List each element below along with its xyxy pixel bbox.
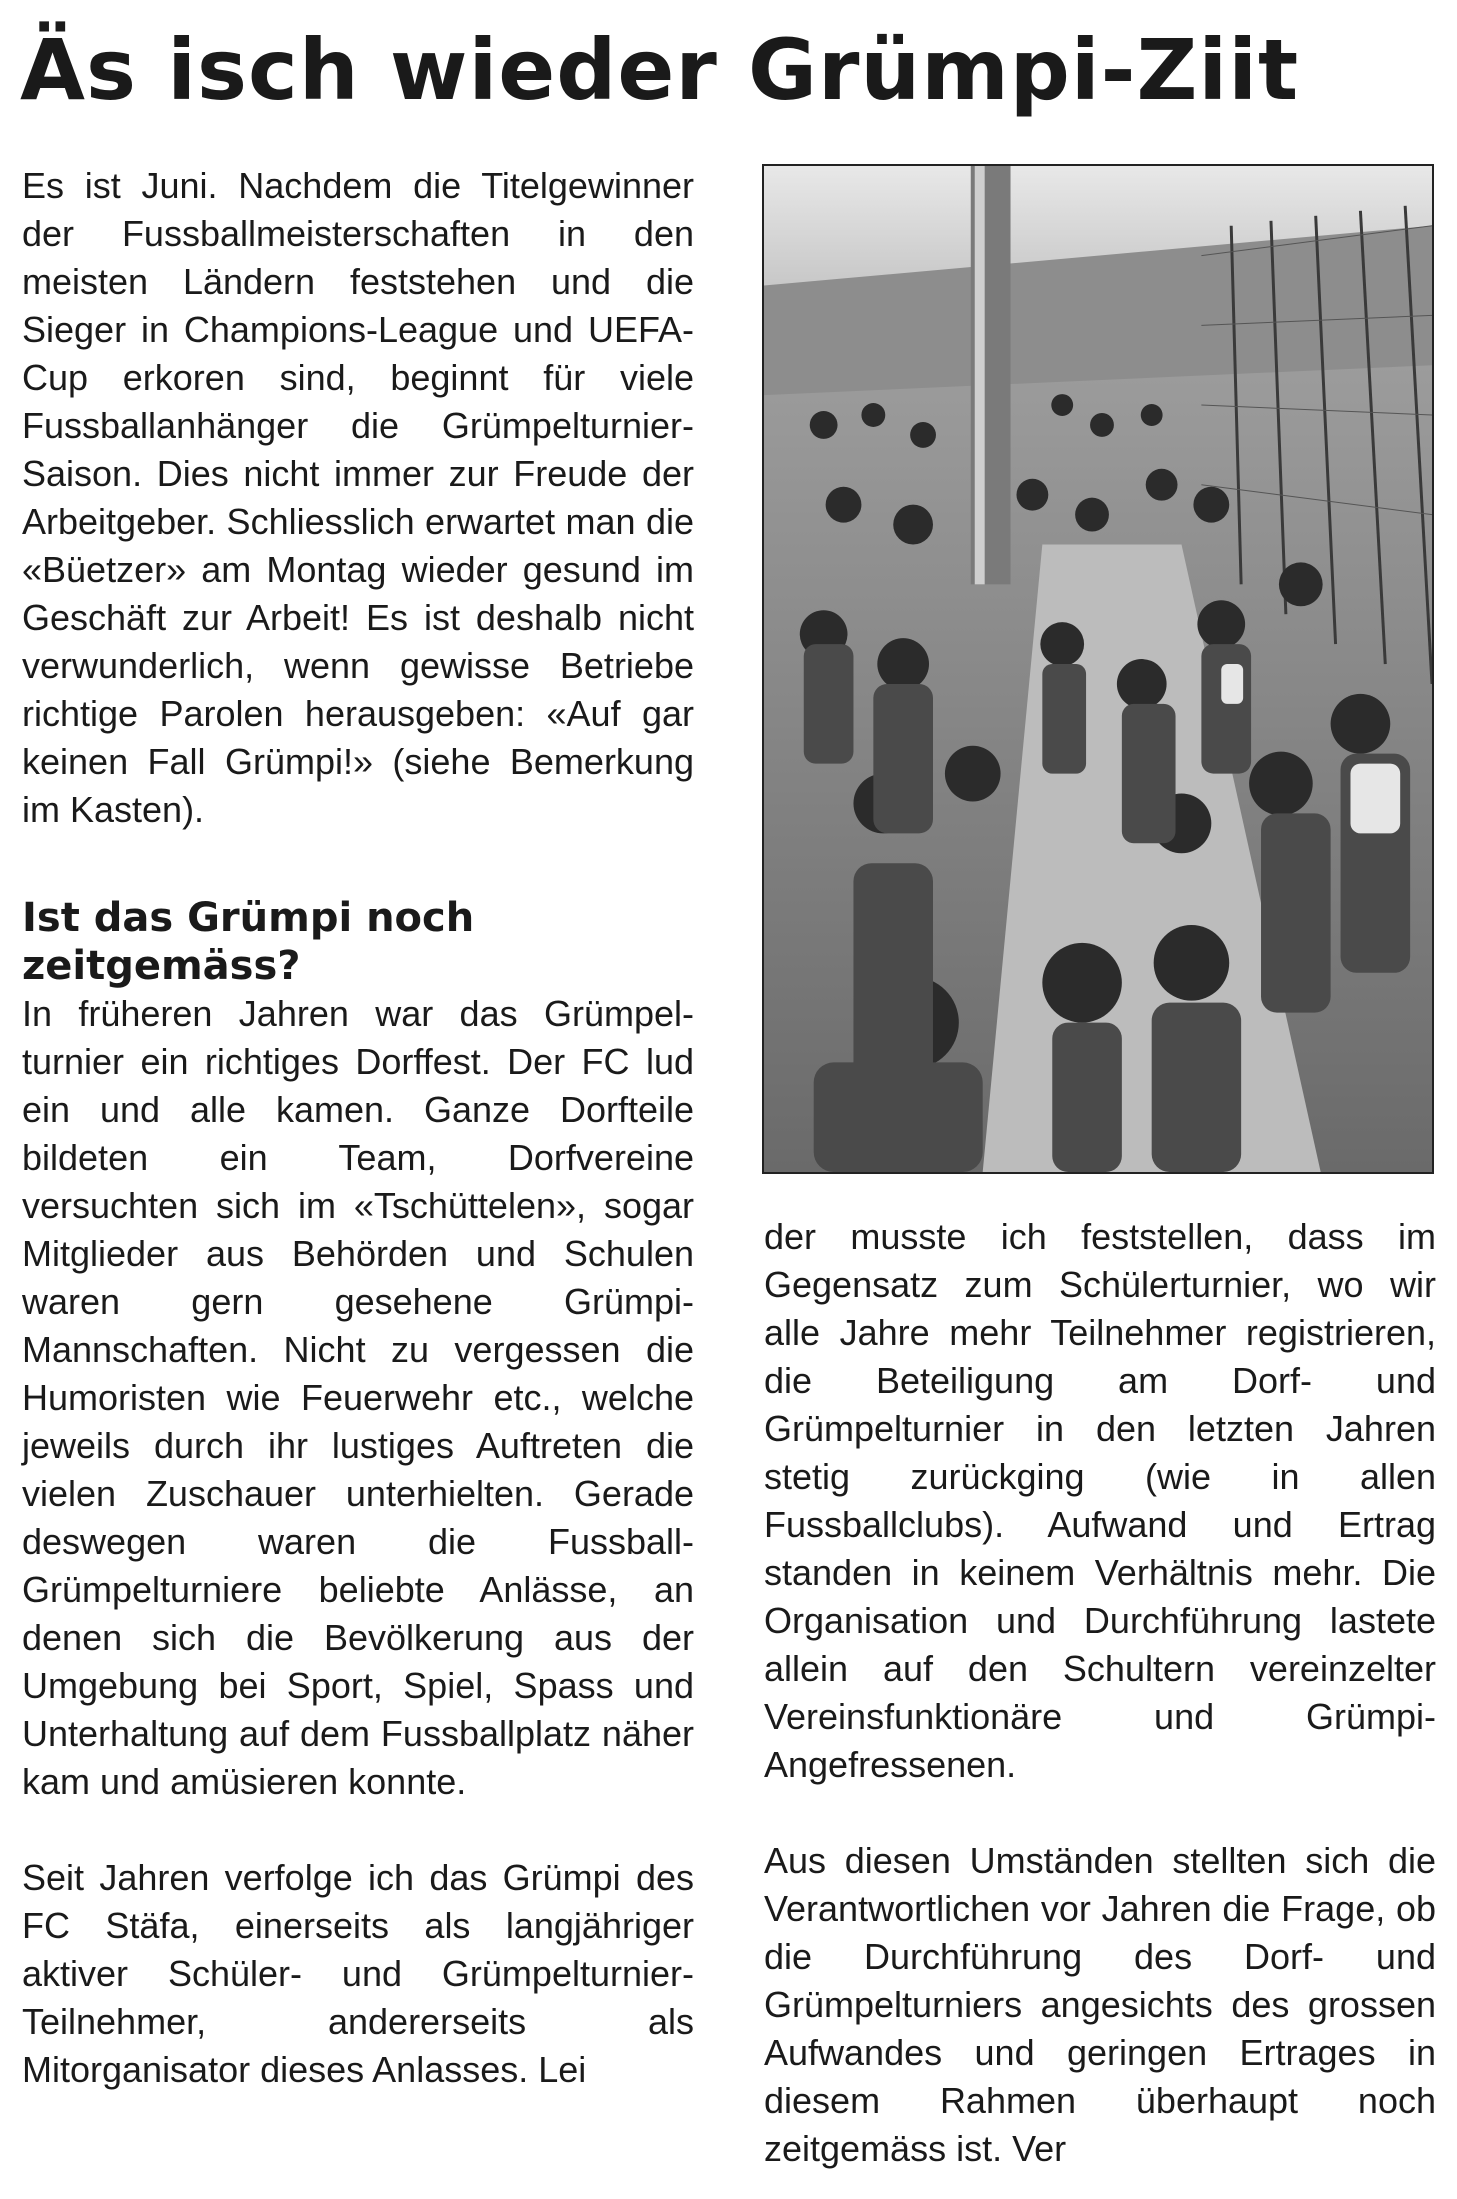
paragraph-question: Aus diesen Umständen stellten sich die Verantwortlichen vor Jahren die Frage, ob die Durchführung des Dorf- und Grümpelturniers angesichts des grossen Aufwandes und geringen Ertrages in diesem Rahmen überhaupt noch zeitgemäss ist. Ver	[764, 1840, 1436, 2169]
subheading: Ist das Grümpi noch zeitgemäss?	[22, 895, 475, 989]
crowd-photo	[762, 164, 1434, 1174]
left-column	[22, 162, 694, 2094]
intro-paragraph: Es ist Juni. Nachdem die Titelgewinner der Fussballmeisterschaften in den meisten Ländern feststehen und die Sieger in Champions-League und UEFA-Cup erkoren sind, beginnt für viele Fussballanhänger die Grümpelturnier-Saison. Dies nicht immer zur Freude der Arbeitgeber. Schliesslich erwartet man die «Büetzer» am Montag wieder gesund im Geschäft zur Arbeit! Es ist deshalb nicht verwunderlich, wenn gewisse Betriebe richtige Parolen herausgeben: «Auf gar keinen Fall Grümpi!» (siehe Bemerkung im Kasten).	[22, 165, 694, 830]
paragraph-experience: Seit Jahren verfolge ich das Grümpi des FC Stäfa, einerseits als langjähriger aktiver Schüler- und Grümpelturnier-Teilnehmer, andererseits als Mitorganisator dieses Anlasses. Lei	[22, 1857, 694, 2090]
paragraph-decline: der musste ich feststellen, dass im Gegensatz zum Schülerturnier, wo wir alle Jahre mehr Teilnehmer registrieren, die Beteiligung am Dorf- und Grümpelturnier in den letzten Jahren stetig zurückging (wie in allen Fussballclubs). Aufwand und Ertrag standen in keinem Verhältnis mehr. Die Organisation und Durchführung lastete allein auf den Schultern vereinzelter Vereinsfunktionäre und Grümpi-Angefressenen.	[764, 1216, 1436, 1785]
crowd-photo-illustration	[764, 166, 1432, 1172]
paragraph-history: In früheren Jahren war das Grümpelturnier ein richtiges Dorffest. Der FC lud ein und alle kamen. Ganze Dorfteile bildeten ein Team, Dorfvereine versuchten sich im «Tschüttelen», sogar Mitglieder aus Behörden und Schulen waren gern gesehene Grümpi-Mannschaften. Nicht zu vergessen die Humoristen wie Feuerwehr etc., welche jeweils durch ihr lustiges Auftreten die vielen Zuschauer unterhielten. Gerade deswegen waren die Fussball-Grümpelturniere beliebte Anlässe, an denen sich die Bevölkerung aus der Umgebung bei Sport, Spiel, Spass und Unterhaltung auf dem Fussballplatz näher kam und amüsieren konnte.	[22, 993, 694, 1802]
article-title: Äs isch wieder Grümpi-Ziit	[20, 21, 1300, 119]
right-column	[764, 1213, 1436, 2173]
